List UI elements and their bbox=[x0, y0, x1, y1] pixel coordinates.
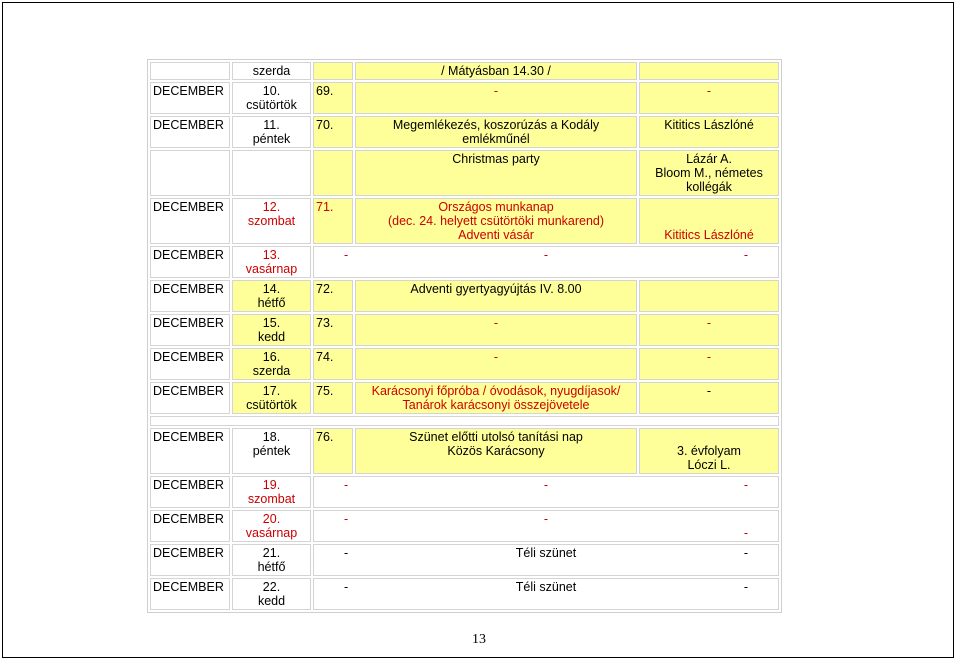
number-cell: 71. bbox=[313, 198, 353, 244]
month-cell: DECEMBER bbox=[150, 116, 230, 148]
day-number: 19. bbox=[262, 478, 281, 492]
day-number: 15. bbox=[262, 316, 281, 330]
weekday-label: péntek bbox=[252, 444, 291, 458]
table-row bbox=[150, 510, 779, 542]
responsible-cell: - bbox=[639, 314, 779, 346]
responsible-text: Bloom M., németes bbox=[655, 166, 763, 180]
day-cell bbox=[232, 544, 311, 576]
spacer-row bbox=[150, 416, 779, 426]
table-row bbox=[150, 476, 779, 508]
month-cell: DECEMBER bbox=[150, 314, 230, 346]
dash-left: - bbox=[344, 248, 349, 262]
table-row bbox=[150, 150, 779, 196]
weekday-label: kedd bbox=[257, 594, 286, 608]
day-cell bbox=[232, 150, 311, 196]
responsible-text: 3. évfolyam bbox=[677, 444, 741, 458]
december-schedule-table bbox=[147, 59, 782, 613]
day-cell bbox=[232, 198, 311, 244]
weekday-label: szombat bbox=[247, 214, 296, 228]
responsible-cell: - bbox=[639, 82, 779, 114]
responsible-text: Lázár A. bbox=[686, 152, 732, 166]
table-row bbox=[150, 382, 779, 414]
event-cell bbox=[355, 382, 637, 414]
table-row bbox=[150, 62, 779, 80]
event-text: Megemlékezés, koszorúzás a Kodály bbox=[392, 118, 600, 132]
dash-left: - bbox=[344, 478, 349, 492]
weekday-label: péntek bbox=[252, 132, 291, 146]
responsible-cell: - bbox=[639, 382, 779, 414]
dash-center: - bbox=[543, 478, 549, 492]
day-cell bbox=[232, 62, 311, 80]
event-cell bbox=[355, 428, 637, 474]
responsible-cell bbox=[639, 428, 779, 474]
table-row bbox=[150, 280, 779, 312]
month-cell: DECEMBER bbox=[150, 578, 230, 610]
number-cell: 70. bbox=[313, 116, 353, 148]
event-cell: - bbox=[355, 314, 637, 346]
event-span-cell bbox=[313, 544, 779, 576]
event-text: (dec. 24. helyett csütörtöki munkarend) bbox=[387, 214, 605, 228]
responsible-cell bbox=[639, 150, 779, 196]
day-number: 22. bbox=[262, 580, 281, 594]
dash-right: - bbox=[743, 478, 748, 492]
event-span-cell bbox=[313, 246, 779, 278]
weekday-label: csütörtök bbox=[246, 98, 297, 112]
responsible-text: kollégák bbox=[686, 180, 732, 194]
weekday-label: vasárnap bbox=[245, 262, 298, 276]
responsible-cell bbox=[639, 62, 779, 80]
weekday-label: hétfő bbox=[257, 560, 286, 574]
day-number: 21. bbox=[262, 546, 281, 560]
weekday-label: vasárnap bbox=[245, 526, 298, 540]
event-cell bbox=[355, 198, 637, 244]
day-cell bbox=[232, 476, 311, 508]
day-cell bbox=[232, 82, 311, 114]
event-cell: Christmas party bbox=[355, 150, 637, 196]
number-cell: 74. bbox=[313, 348, 353, 380]
dash-right: - bbox=[743, 526, 748, 540]
table-row bbox=[150, 314, 779, 346]
page-number: 13 bbox=[472, 632, 486, 647]
number-cell: 73. bbox=[313, 314, 353, 346]
month-cell: DECEMBER bbox=[150, 510, 230, 542]
day-cell bbox=[232, 382, 311, 414]
month-cell: DECEMBER bbox=[150, 348, 230, 380]
day-number: 20. bbox=[262, 512, 281, 526]
month-cell: DECEMBER bbox=[150, 544, 230, 576]
weekday-label: szerda bbox=[252, 64, 291, 78]
event-text: Karácsonyi főpróba / óvodások, nyugdíjasok/ bbox=[371, 384, 621, 398]
day-cell bbox=[232, 428, 311, 474]
weekday-label: csütörtök bbox=[246, 398, 297, 412]
table-row bbox=[150, 82, 779, 114]
table-row bbox=[150, 428, 779, 474]
day-number: 16. bbox=[262, 350, 281, 364]
day-cell bbox=[232, 578, 311, 610]
day-cell bbox=[232, 314, 311, 346]
event-cell: Adventi gyertyagyújtás IV. 8.00 bbox=[355, 280, 637, 312]
month-cell bbox=[150, 62, 230, 80]
dash-right: - bbox=[743, 580, 748, 594]
day-cell bbox=[232, 246, 311, 278]
day-number: 10. bbox=[262, 84, 281, 98]
event-span-cell bbox=[313, 476, 779, 508]
month-cell: DECEMBER bbox=[150, 382, 230, 414]
table-row bbox=[150, 544, 779, 576]
number-cell bbox=[313, 62, 353, 80]
day-cell bbox=[232, 348, 311, 380]
day-number: 17. bbox=[262, 384, 281, 398]
day-number: 11. bbox=[263, 118, 280, 132]
responsible-cell bbox=[639, 280, 779, 312]
month-cell: DECEMBER bbox=[150, 428, 230, 474]
dash-center: - bbox=[543, 248, 549, 262]
number-cell: 69. bbox=[313, 82, 353, 114]
event-text: emlékműnél bbox=[462, 132, 530, 146]
dash-left: - bbox=[344, 512, 349, 526]
event-cell bbox=[355, 116, 637, 148]
event-text: / Mátyásban 14.30 / bbox=[441, 64, 551, 78]
table-row bbox=[150, 578, 779, 610]
weekday-label: kedd bbox=[257, 330, 286, 344]
weekday-label: szerda bbox=[252, 364, 291, 378]
month-cell bbox=[150, 150, 230, 196]
table-row bbox=[150, 348, 779, 380]
day-number: 18. bbox=[262, 430, 281, 444]
responsible-cell: Kititics Lászlóné bbox=[639, 116, 779, 148]
day-cell bbox=[232, 116, 311, 148]
dash-right: - bbox=[743, 248, 748, 262]
event-text: Közös Karácsony bbox=[447, 444, 545, 458]
event-cell: - bbox=[355, 82, 637, 114]
event-text: Adventi vásár bbox=[458, 228, 534, 242]
number-cell: 76. bbox=[313, 428, 353, 474]
holiday-label: Téli szünet bbox=[515, 580, 577, 594]
number-cell bbox=[313, 150, 353, 196]
day-cell bbox=[232, 510, 311, 542]
month-cell: DECEMBER bbox=[150, 198, 230, 244]
day-number: 12. bbox=[262, 200, 281, 214]
spacer-cell bbox=[150, 416, 779, 426]
day-cell bbox=[232, 280, 311, 312]
day-number: 13. bbox=[262, 248, 281, 262]
event-span-cell bbox=[313, 510, 779, 542]
dash-left: - bbox=[344, 580, 349, 594]
number-cell: 72. bbox=[313, 280, 353, 312]
event-cell bbox=[355, 62, 637, 80]
dash-right: - bbox=[743, 546, 748, 560]
dash-left: - bbox=[344, 546, 349, 560]
responsible-text: Lóczi L. bbox=[687, 458, 731, 472]
table-row bbox=[150, 116, 779, 148]
table-row bbox=[150, 246, 779, 278]
event-span-cell bbox=[313, 578, 779, 610]
table-row bbox=[150, 198, 779, 244]
dash-center: - bbox=[543, 512, 549, 526]
month-cell: DECEMBER bbox=[150, 476, 230, 508]
responsible-cell: Kititics Lászlóné bbox=[639, 198, 779, 244]
number-cell: 75. bbox=[313, 382, 353, 414]
month-cell: DECEMBER bbox=[150, 280, 230, 312]
day-number: 14. bbox=[262, 282, 281, 296]
event-text: Tanárok karácsonyi összejövetele bbox=[402, 398, 590, 412]
holiday-label: Téli szünet bbox=[515, 546, 577, 560]
weekday-label: szombat bbox=[247, 492, 296, 506]
event-text: Országos munkanap bbox=[438, 200, 554, 214]
responsible-cell: - bbox=[639, 348, 779, 380]
event-cell: - bbox=[355, 348, 637, 380]
month-cell: DECEMBER bbox=[150, 246, 230, 278]
event-text: Szünet előtti utolsó tanítási nap bbox=[409, 430, 583, 444]
month-cell: DECEMBER bbox=[150, 82, 230, 114]
weekday-label: hétfő bbox=[257, 296, 286, 310]
